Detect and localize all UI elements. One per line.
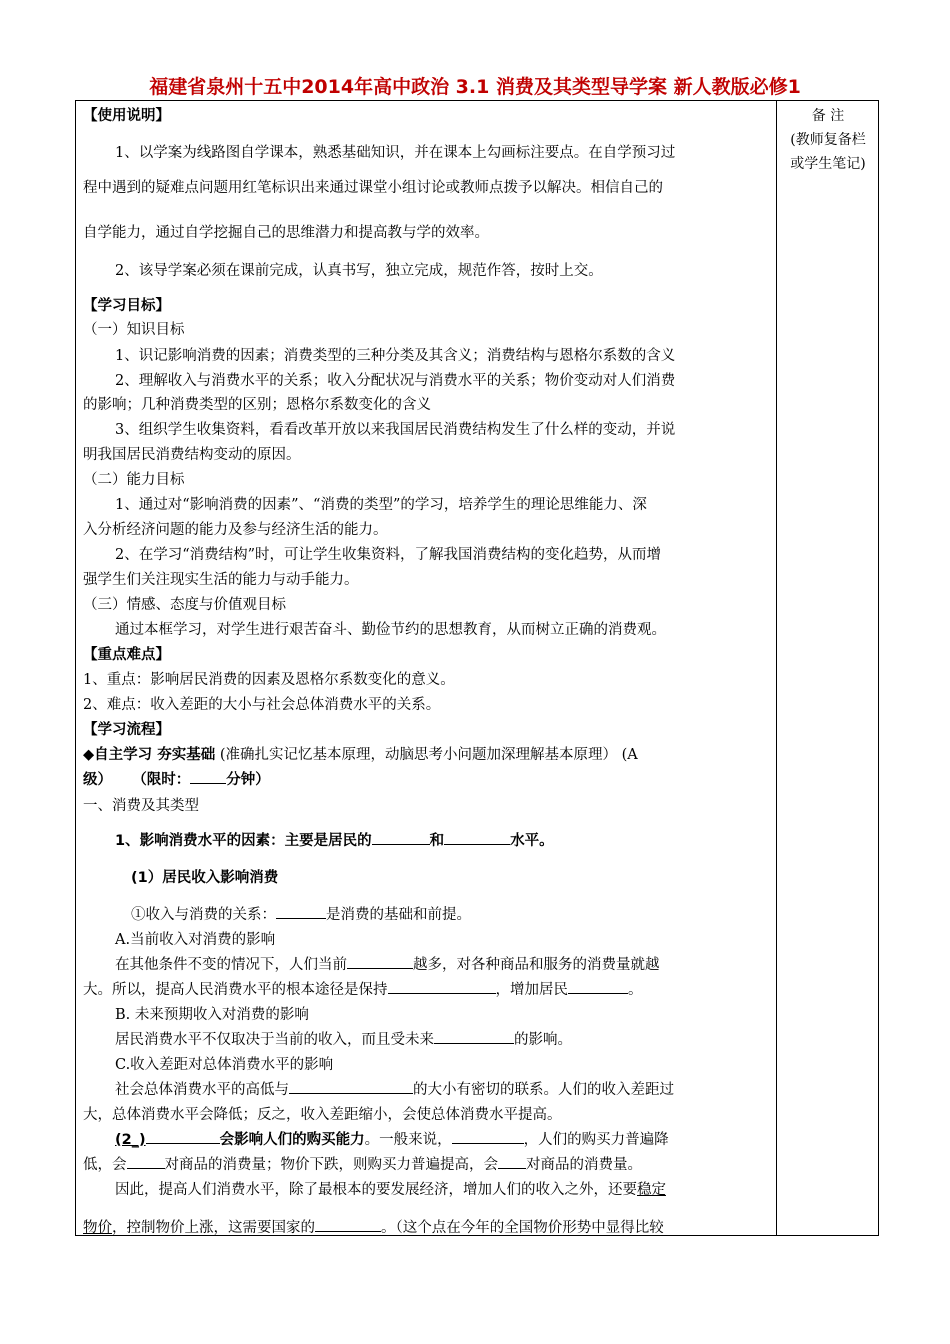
- time-limit-label: （限时：: [132, 772, 191, 788]
- notes-line-3: 或学生笔记): [790, 156, 866, 172]
- ability-goal-1-line2: 入分析经济问题的能力及参与经济生活的能力。: [83, 522, 388, 538]
- q2-blank-1[interactable]: [146, 1129, 220, 1144]
- point-a2-text-b: ，增加居民: [495, 982, 568, 998]
- notes-heading: 备 注: [811, 108, 845, 124]
- section-1-title: 一、消费及其类型: [83, 798, 199, 814]
- knowledge-goal-3-line1: 3、组织学生收集资料，看看改革开放以来我国居民消费结构发生了什么样的变动，并说: [115, 422, 676, 438]
- conclusion-line1: [115, 1178, 666, 1199]
- point-b-blank[interactable]: [434, 1029, 514, 1044]
- q2-number: (2_): [115, 1132, 146, 1148]
- knowledge-goal-3-line2: 明我国居民消费结构变动的原因。: [83, 447, 301, 463]
- point-a-blank-1[interactable]: [347, 954, 413, 969]
- ability-goal-title: （二）能力目标: [83, 472, 185, 488]
- usage-p1-line2: 程中遇到的疑难点问题用红笔标识出来通过课堂小组讨论或教师点拨予以解决。相信自己的: [83, 180, 663, 196]
- usage-p2: 2、该导学案必须在课前完成，认真书写，独立完成，规范作答，按时上交。: [115, 263, 603, 279]
- self-study-desc: (准确扎实记忆基本原理，动脑思考小问题加深理解基本原理） (A: [219, 747, 638, 763]
- conclusion-underlined-2: 物价: [83, 1220, 112, 1236]
- point-c-title: C.收入差距对总体消费水平的影响: [115, 1057, 334, 1073]
- point-a2-text-a: 大。所以，提高人民消费水平的根本途径是保持: [83, 982, 388, 998]
- point-b-text-a: 居民消费水平不仅取决于当前的收入，而且受未来: [115, 1032, 434, 1048]
- q2-text-c: 。一般来说，: [364, 1132, 452, 1148]
- point-a-text-b: 越多，对各种商品和服务的消费量就越: [413, 957, 660, 973]
- point-b-title: B. 未来预期收入对消费的影响: [115, 1007, 309, 1023]
- knowledge-goal-title: （一）知识目标: [83, 322, 185, 338]
- level-label: 级）: [83, 772, 112, 788]
- q2b-text-b: 对商品的消费量；物价下跌，则购买力普遍提高，会: [164, 1157, 498, 1173]
- point-b-line1: [115, 1028, 572, 1049]
- emotion-goal-1: 通过本框学习，对学生进行艰苦奋斗、勤俭节约的思想教育，从而树立正确的消费观。: [115, 622, 666, 638]
- notes-line-2: (教师复备栏: [790, 132, 866, 148]
- question-2-line2: [83, 1153, 642, 1174]
- q1-blank-2[interactable]: [444, 830, 510, 845]
- keypoint-1: 1、重点：影响居民消费的因素及恩格尔系数变化的意义。: [83, 672, 455, 688]
- column-divider: [776, 100, 777, 1236]
- time-unit: 分钟）: [226, 772, 270, 788]
- conclusion-text-b: ，控制物价上涨，这需要国家的: [112, 1220, 315, 1236]
- self-study-line: [83, 743, 638, 764]
- point-a-line2: [83, 978, 643, 999]
- point-c-text-b: 的大小有密切的联系。人们的收入差距过: [413, 1082, 674, 1098]
- conclusion-blank[interactable]: [315, 1217, 381, 1232]
- point-c-line1: [115, 1078, 674, 1099]
- conclusion-line2: [83, 1216, 664, 1237]
- usage-p1-line3: 自学能力，通过自学挖掘自己的思维潜力和提高教与学的效率。: [83, 225, 489, 241]
- emotion-goal-title: （三）情感、态度与价值观目标: [83, 597, 286, 613]
- question-1: [115, 829, 554, 850]
- conclusion-text-c: 。（这个点在今年的全国物价形势中显得比较: [381, 1220, 664, 1236]
- q1-blank-1[interactable]: [372, 830, 430, 845]
- q2-blank-3[interactable]: [127, 1154, 165, 1169]
- relation-text-b: 是消费的基础和前提。: [326, 907, 471, 923]
- point-a-title: A.当前收入对消费的影响: [115, 932, 276, 948]
- point-a-text-a: 在其他条件不变的情况下，人们当前: [115, 957, 347, 973]
- conclusion-underlined-1: 稳定: [637, 1182, 666, 1198]
- q1-text-c: 水平。: [510, 833, 554, 849]
- q2-text-d: ，人们的购买力普遍降: [523, 1132, 669, 1148]
- q2-blank-4[interactable]: [498, 1154, 526, 1169]
- q2-blank-2[interactable]: [452, 1129, 524, 1144]
- ability-goal-2-line2: 强学生们关注现实生活的能力与动手能力。: [83, 572, 359, 588]
- document-title: 福建省泉州十五中2014年高中政治 3.1 消费及其类型导学案 新人教版必修1: [149, 76, 801, 98]
- knowledge-goal-2-line1: 2、理解收入与消费水平的关系；收入分配状况与消费水平的关系；物价变动对人们消费: [115, 373, 676, 389]
- point-b-text-b: 的影响。: [514, 1032, 572, 1048]
- time-blank[interactable]: [190, 769, 226, 784]
- point-a-line1: [115, 953, 660, 974]
- subsection-income: (1）居民收入影响消费: [131, 870, 279, 886]
- time-limit-line: [83, 768, 270, 789]
- point-a-blank-2[interactable]: [388, 979, 496, 994]
- q1-text-a: 1、影响消费水平的因素：主要是居民的: [115, 833, 372, 849]
- knowledge-goal-2-line2: 的影响；几种消费类型的区别；恩格尔系数变化的含义: [83, 397, 431, 413]
- question-2-line1: [115, 1128, 669, 1149]
- q2b-text-a: 低，会: [83, 1157, 127, 1173]
- relation-text-a: ①收入与消费的关系：: [131, 907, 276, 923]
- keypoints-heading: 【重点难点】: [83, 647, 170, 663]
- ability-goal-2-line1: 2、在学习“消费结构”时，可让学生收集资料，了解我国消费结构的变化趋势，从而增: [115, 547, 662, 563]
- point-c-blank[interactable]: [289, 1079, 413, 1094]
- point-a-blank-3[interactable]: [568, 979, 628, 994]
- self-study-title: ◆自主学习 夯实基础: [83, 747, 216, 763]
- relation-blank[interactable]: [276, 904, 326, 919]
- q2-bold-text: 会影响人们的购买能力: [219, 1132, 365, 1148]
- point-c-line2: 大，总体消费水平会降低；反之，收入差距缩小，会使总体消费水平提高。: [83, 1107, 562, 1123]
- goals-heading: 【学习目标】: [83, 298, 170, 314]
- keypoint-2: 2、难点：收入差距的大小与社会总体消费水平的关系。: [83, 697, 441, 713]
- flow-heading: 【学习流程】: [83, 722, 170, 738]
- usage-p1-line1: 1、以学案为线路图自学课本，熟悉基础知识，并在课本上勾画标注要点。在自学预习过: [115, 145, 676, 161]
- point-a2-text-c: 。: [628, 982, 643, 998]
- knowledge-goal-1: 1、识记影响消费的因素；消费类型的三种分类及其含义；消费结构与恩格尔系数的含义: [115, 348, 676, 364]
- ability-goal-1-line1: 1、通过对“影响消费的因素”、“消费的类型”的学习，培养学生的理论思维能力、深: [115, 497, 647, 513]
- usage-heading: 【使用说明】: [83, 108, 170, 124]
- point-c-text-a: 社会总体消费水平的高低与: [115, 1082, 289, 1098]
- q1-text-b: 和: [429, 833, 445, 849]
- q2b-text-c: 对商品的消费量。: [526, 1157, 642, 1173]
- conclusion-text-a: 因此，提高人们消费水平，除了最根本的要发展经济，增加人们的收入之外，还要: [115, 1182, 637, 1198]
- income-consumption-relation: [131, 903, 471, 924]
- notes-column: [777, 104, 879, 176]
